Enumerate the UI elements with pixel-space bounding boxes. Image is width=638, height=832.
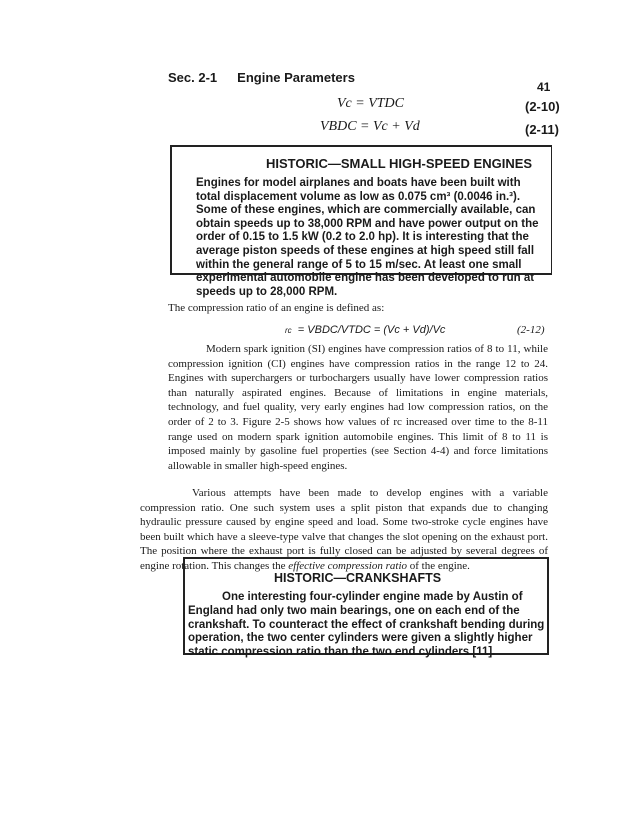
paragraph2-ending: of the engine. xyxy=(407,559,470,572)
paragraph2-emphasis: effective compression ratio xyxy=(288,559,407,572)
equation-number-2-10: (2-10) xyxy=(525,99,560,114)
box-title-crankshafts: HISTORIC—CRANKSHAFTS xyxy=(274,571,442,585)
compression-ratio-intro: The compression ratio of an engine is defined as: xyxy=(168,302,385,314)
section-number: Sec. 2-1 xyxy=(168,70,218,85)
section-title: Engine Parameters xyxy=(237,70,355,85)
equation-2-12 xyxy=(285,324,445,336)
section-header xyxy=(168,70,355,85)
equation-cr-symbol: rc xyxy=(285,326,292,335)
equation-number-2-12: (2-12) xyxy=(517,324,545,336)
box-body-crankshafts: One interesting four-cylinder engine made by Austin of England had only two main bearings, one on each end of the crankshaft. To counteract the effect of crankshaft bending during operation, the two center cylinders were given a slightly higher static compression ratio than the two end cylinders [11]. xyxy=(188,591,545,659)
equation-2-11: VBDC = Vc + Vd xyxy=(320,119,420,134)
page-number: 41 xyxy=(537,80,551,94)
equation-number-2-11: (2-11) xyxy=(525,122,559,137)
box-body-small-engines: Engines for model airplanes and boats have been built with total displacement volume as low as 0.075 cm³ (0.0046 in.³). Some of these engines, which are commercially available, can obtain speeds up to 38,000 RPM and have power output on the order of 0.15 to 1.5 kW (0.2 to 2.0 hp). It is interesting that the average piston speeds of these engines at high speed still fall within the general range of 5 to 15 m/sec. At least one small experimental automobile engine has been developed to run at speeds up to 28,000 RPM. xyxy=(196,177,539,298)
equation-cr-body: = VBDC/VTDC = (Vc + Vd)/Vc xyxy=(297,324,446,336)
box-title-small-engines: HISTORIC—SMALL HIGH-SPEED ENGINES xyxy=(266,156,533,171)
paragraph2-text: Various attempts have been made to develop engines with a variable compression ratio. One such system uses a split piston that expands due to changing hydraulic pressure caused by engine speed and load. Some two-stroke cycle engines have been built which have a sleeve-type valve that changes the slot opening on the exhaust port. The position where the exhaust port is fully closed can be adjusted by several degrees of engine rotation. This changes the xyxy=(140,487,548,572)
paragraph-compression-ratios: Modern spark ignition (SI) engines have compression ratios of 8 to 11, while compression ignition (CI) engines have compression ratios in the range 12 to 24. Engines with superchargers or turbochargers usually have lower compression ratios than naturally aspirated engines. Because of limitations in engine materials, technology, and fuel quality, very early engines had low compression ratios, on the order of 2 to 3. Figure 2-5 shows how values of rc increased over time to the 8-11 range used on modern spark ignition automobile engines. This limit of 8 to 11 is imposed mainly by gasoline fuel properties (see Section 4-4) and force limitations allowable in smaller high-speed engines. xyxy=(168,343,548,472)
equation-2-10: Vc = VTDC xyxy=(337,96,404,111)
